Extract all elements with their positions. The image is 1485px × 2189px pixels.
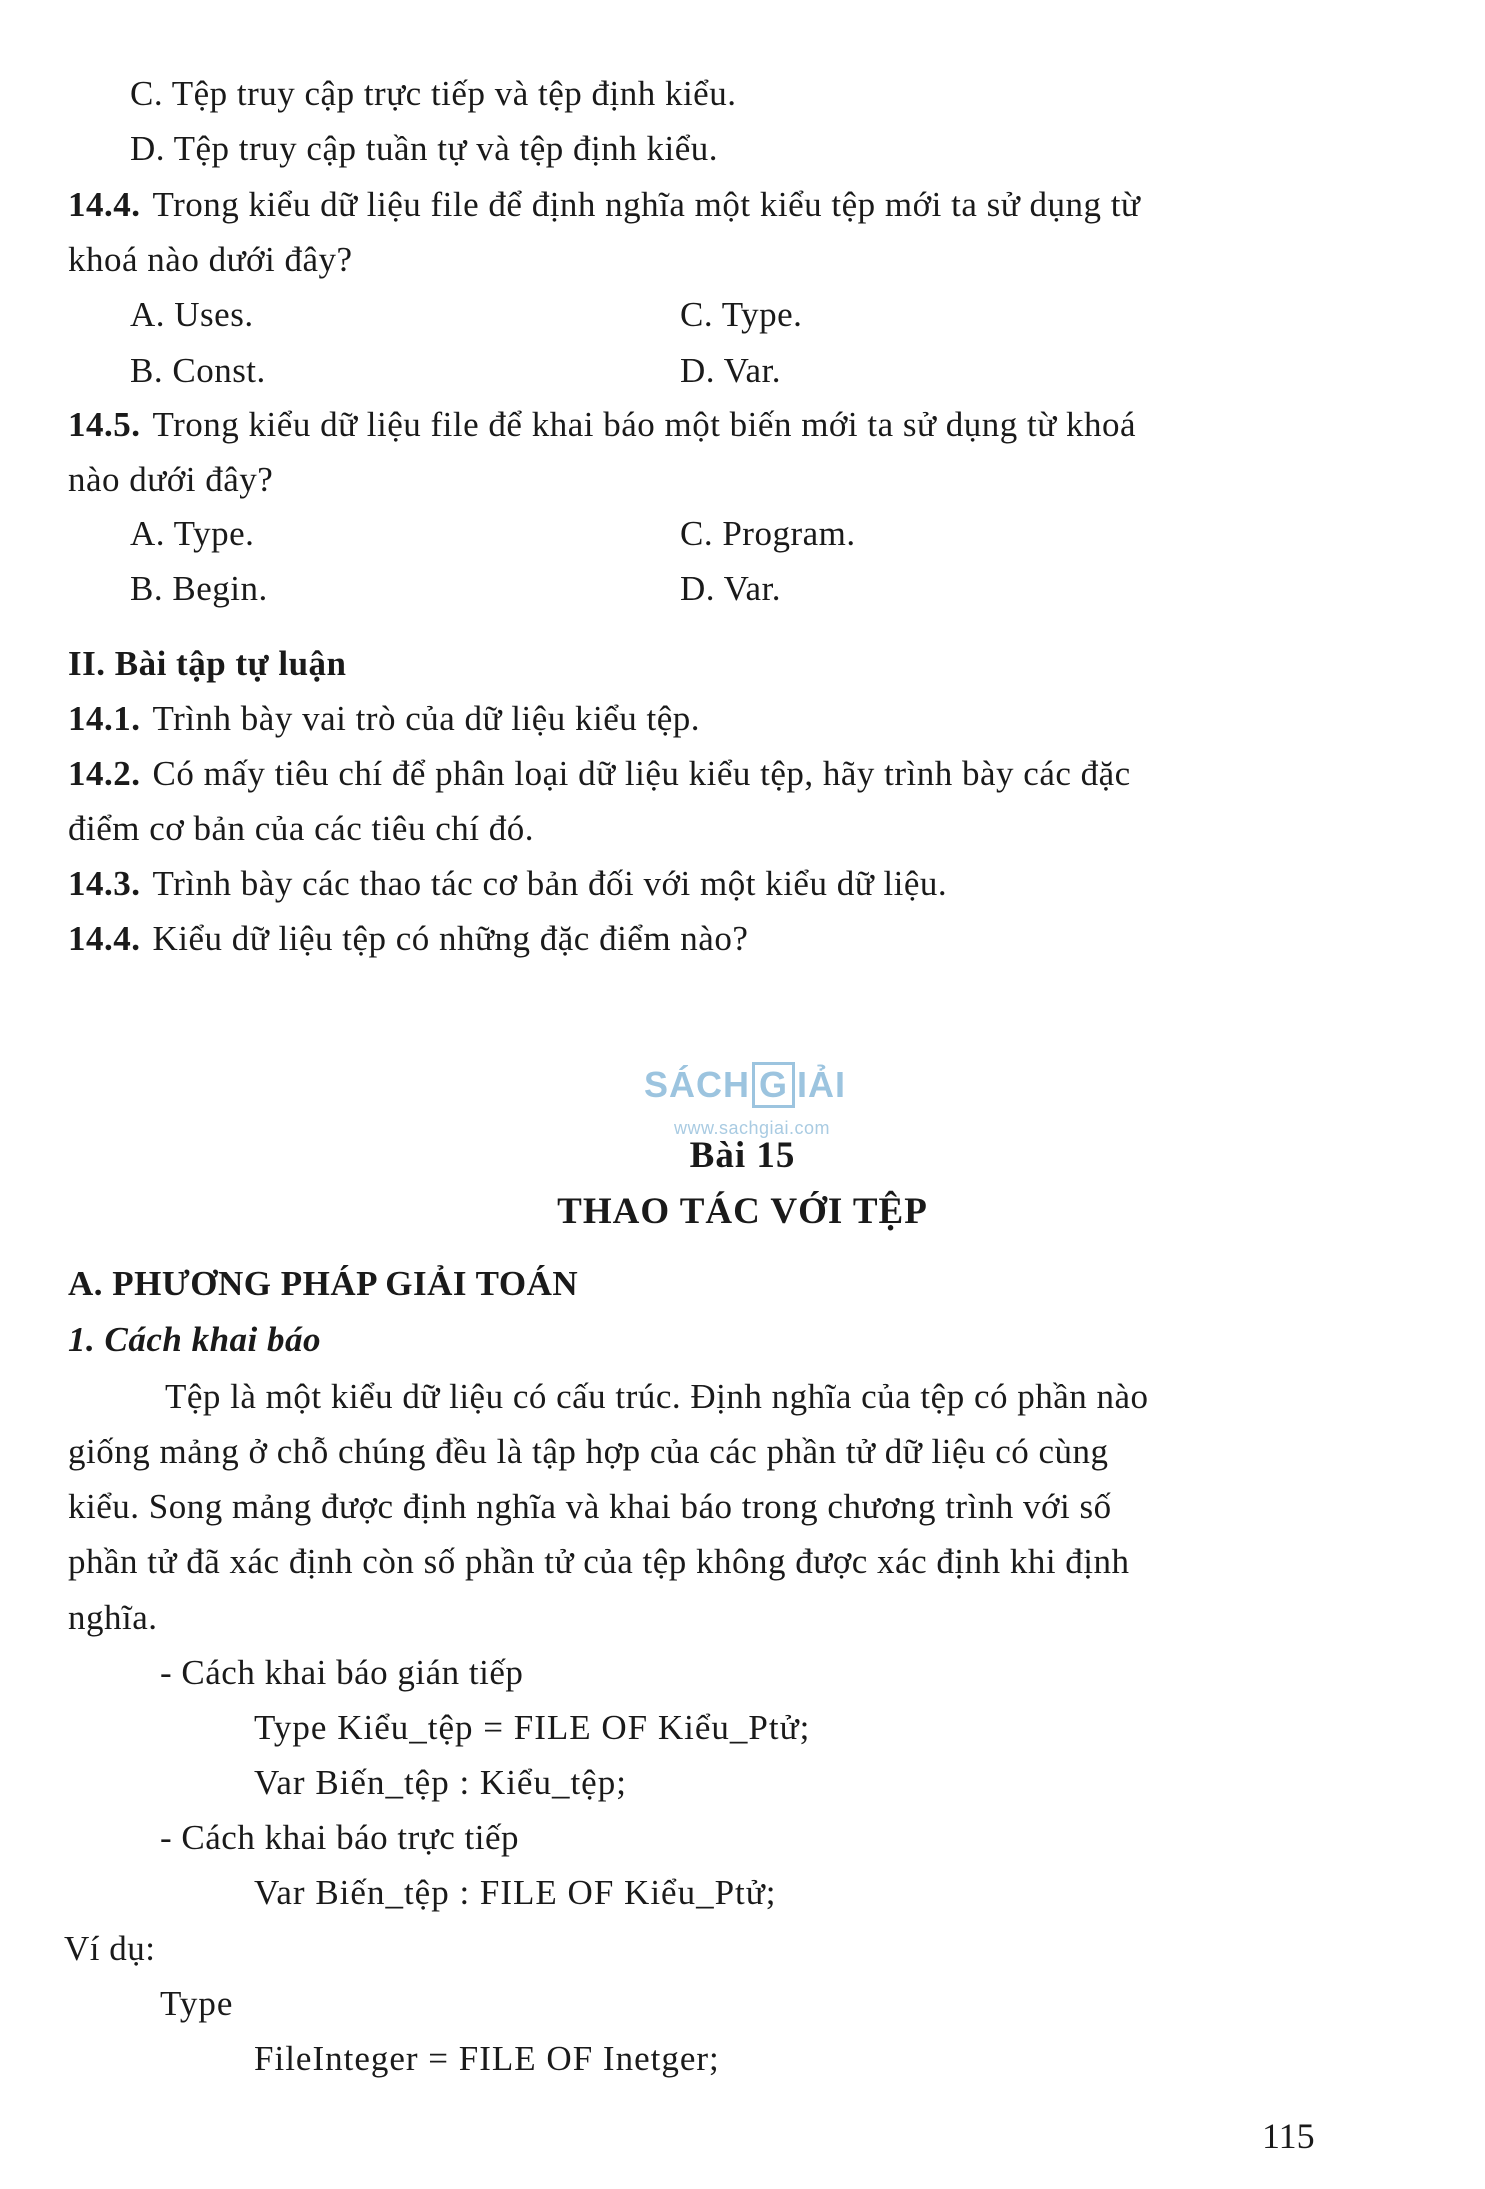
section-heading: II. Bài tập tự luận xyxy=(68,644,347,683)
item-number: 14.3. xyxy=(68,864,141,903)
item-number: 14.2. xyxy=(68,754,141,793)
exercise-item xyxy=(68,862,947,906)
exercise-item xyxy=(68,752,1131,796)
code-line: Type xyxy=(160,1984,234,2023)
exercise-item xyxy=(68,697,700,741)
question-number: 14.4. xyxy=(68,185,141,224)
option-b: B. Begin. xyxy=(130,569,268,608)
paragraph-line: phần tử đã xác định còn số phần tử của tệp không được xác định khi định xyxy=(68,1542,1130,1581)
item-text-cont: điểm cơ bản của các tiêu chí đó. xyxy=(68,809,534,848)
paragraph-line: nghĩa. xyxy=(68,1598,158,1637)
option-c: C. Program. xyxy=(680,514,856,553)
lesson-label: Bài 15 xyxy=(689,1135,796,1176)
lesson-title: THAO TÁC VỚI TỆP xyxy=(557,1191,928,1232)
paragraph-line: kiểu. Song mảng được định nghĩa và khai báo trong chương trình với số xyxy=(68,1487,1112,1526)
watermark-brand xyxy=(644,1062,846,1108)
section-a-heading: A. PHƯƠNG PHÁP GIẢI TOÁN xyxy=(68,1264,579,1303)
code-line: Var Biến_tệp : Kiểu_tệp; xyxy=(254,1763,627,1802)
item-text: Kiểu dữ liệu tệp có những đặc điểm nào? xyxy=(152,919,749,958)
watermark-brand-right: IẢI xyxy=(797,1064,847,1105)
watermark-url: www.sachgiai.com xyxy=(674,1118,831,1138)
option-c: C. Tệp truy cập trực tiếp và tệp định kiểu. xyxy=(130,74,737,113)
exercise-item xyxy=(68,917,748,961)
declaration-label: - Cách khai báo gián tiếp xyxy=(160,1653,524,1692)
code-line: FileInteger = FILE OF Inetger; xyxy=(254,2039,720,2078)
watermark-brand-left: SÁCH xyxy=(644,1064,751,1105)
watermark-brand-box: G xyxy=(752,1062,795,1108)
code-line: Var Biến_tệp : FILE OF Kiểu_Ptử; xyxy=(254,1873,777,1912)
code-line: Type Kiểu_tệp = FILE OF Kiểu_Ptử; xyxy=(254,1708,811,1747)
question-14-4 xyxy=(68,183,1140,227)
item-text: Có mấy tiêu chí để phân loại dữ liệu kiểu tệp, hãy trình bày các đặc xyxy=(152,754,1131,793)
option-d: D. Tệp truy cập tuần tự và tệp định kiểu. xyxy=(130,129,718,168)
option-a: A. Uses. xyxy=(130,295,254,334)
item-number: 14.1. xyxy=(68,699,141,738)
subsection-heading: 1. Cách khai báo xyxy=(68,1320,322,1359)
option-a: A. Type. xyxy=(130,514,255,553)
item-text: Trình bày các thao tác cơ bản đối với một kiểu dữ liệu. xyxy=(152,864,948,903)
example-label: Ví dụ: xyxy=(64,1929,156,1968)
option-b: B. Const. xyxy=(130,351,266,390)
item-text: Trình bày vai trò của dữ liệu kiểu tệp. xyxy=(152,699,700,738)
question-text: Trong kiểu dữ liệu file để khai báo một biến mới ta sử dụng từ khoá xyxy=(152,405,1136,444)
option-d: D. Var. xyxy=(680,569,782,608)
question-text: Trong kiểu dữ liệu file để định nghĩa một kiểu tệp mới ta sử dụng từ xyxy=(152,185,1141,224)
question-number: 14.5. xyxy=(68,405,141,444)
question-14-5 xyxy=(68,403,1136,447)
question-text-cont: nào dưới đây? xyxy=(68,460,274,499)
option-d: D. Var. xyxy=(680,351,782,390)
declaration-label: - Cách khai báo trực tiếp xyxy=(160,1818,519,1857)
option-c: C. Type. xyxy=(680,295,803,334)
question-text-cont: khoá nào dưới đây? xyxy=(68,240,353,279)
paragraph-line: Tệp là một kiểu dữ liệu có cấu trúc. Định nghĩa của tệp có phần nào xyxy=(165,1377,1149,1416)
item-number: 14.4. xyxy=(68,919,141,958)
paragraph-line: giống mảng ở chỗ chúng đều là tập hợp của các phần tử dữ liệu có cùng xyxy=(68,1432,1109,1471)
page-number: 115 xyxy=(1262,2116,1315,2156)
